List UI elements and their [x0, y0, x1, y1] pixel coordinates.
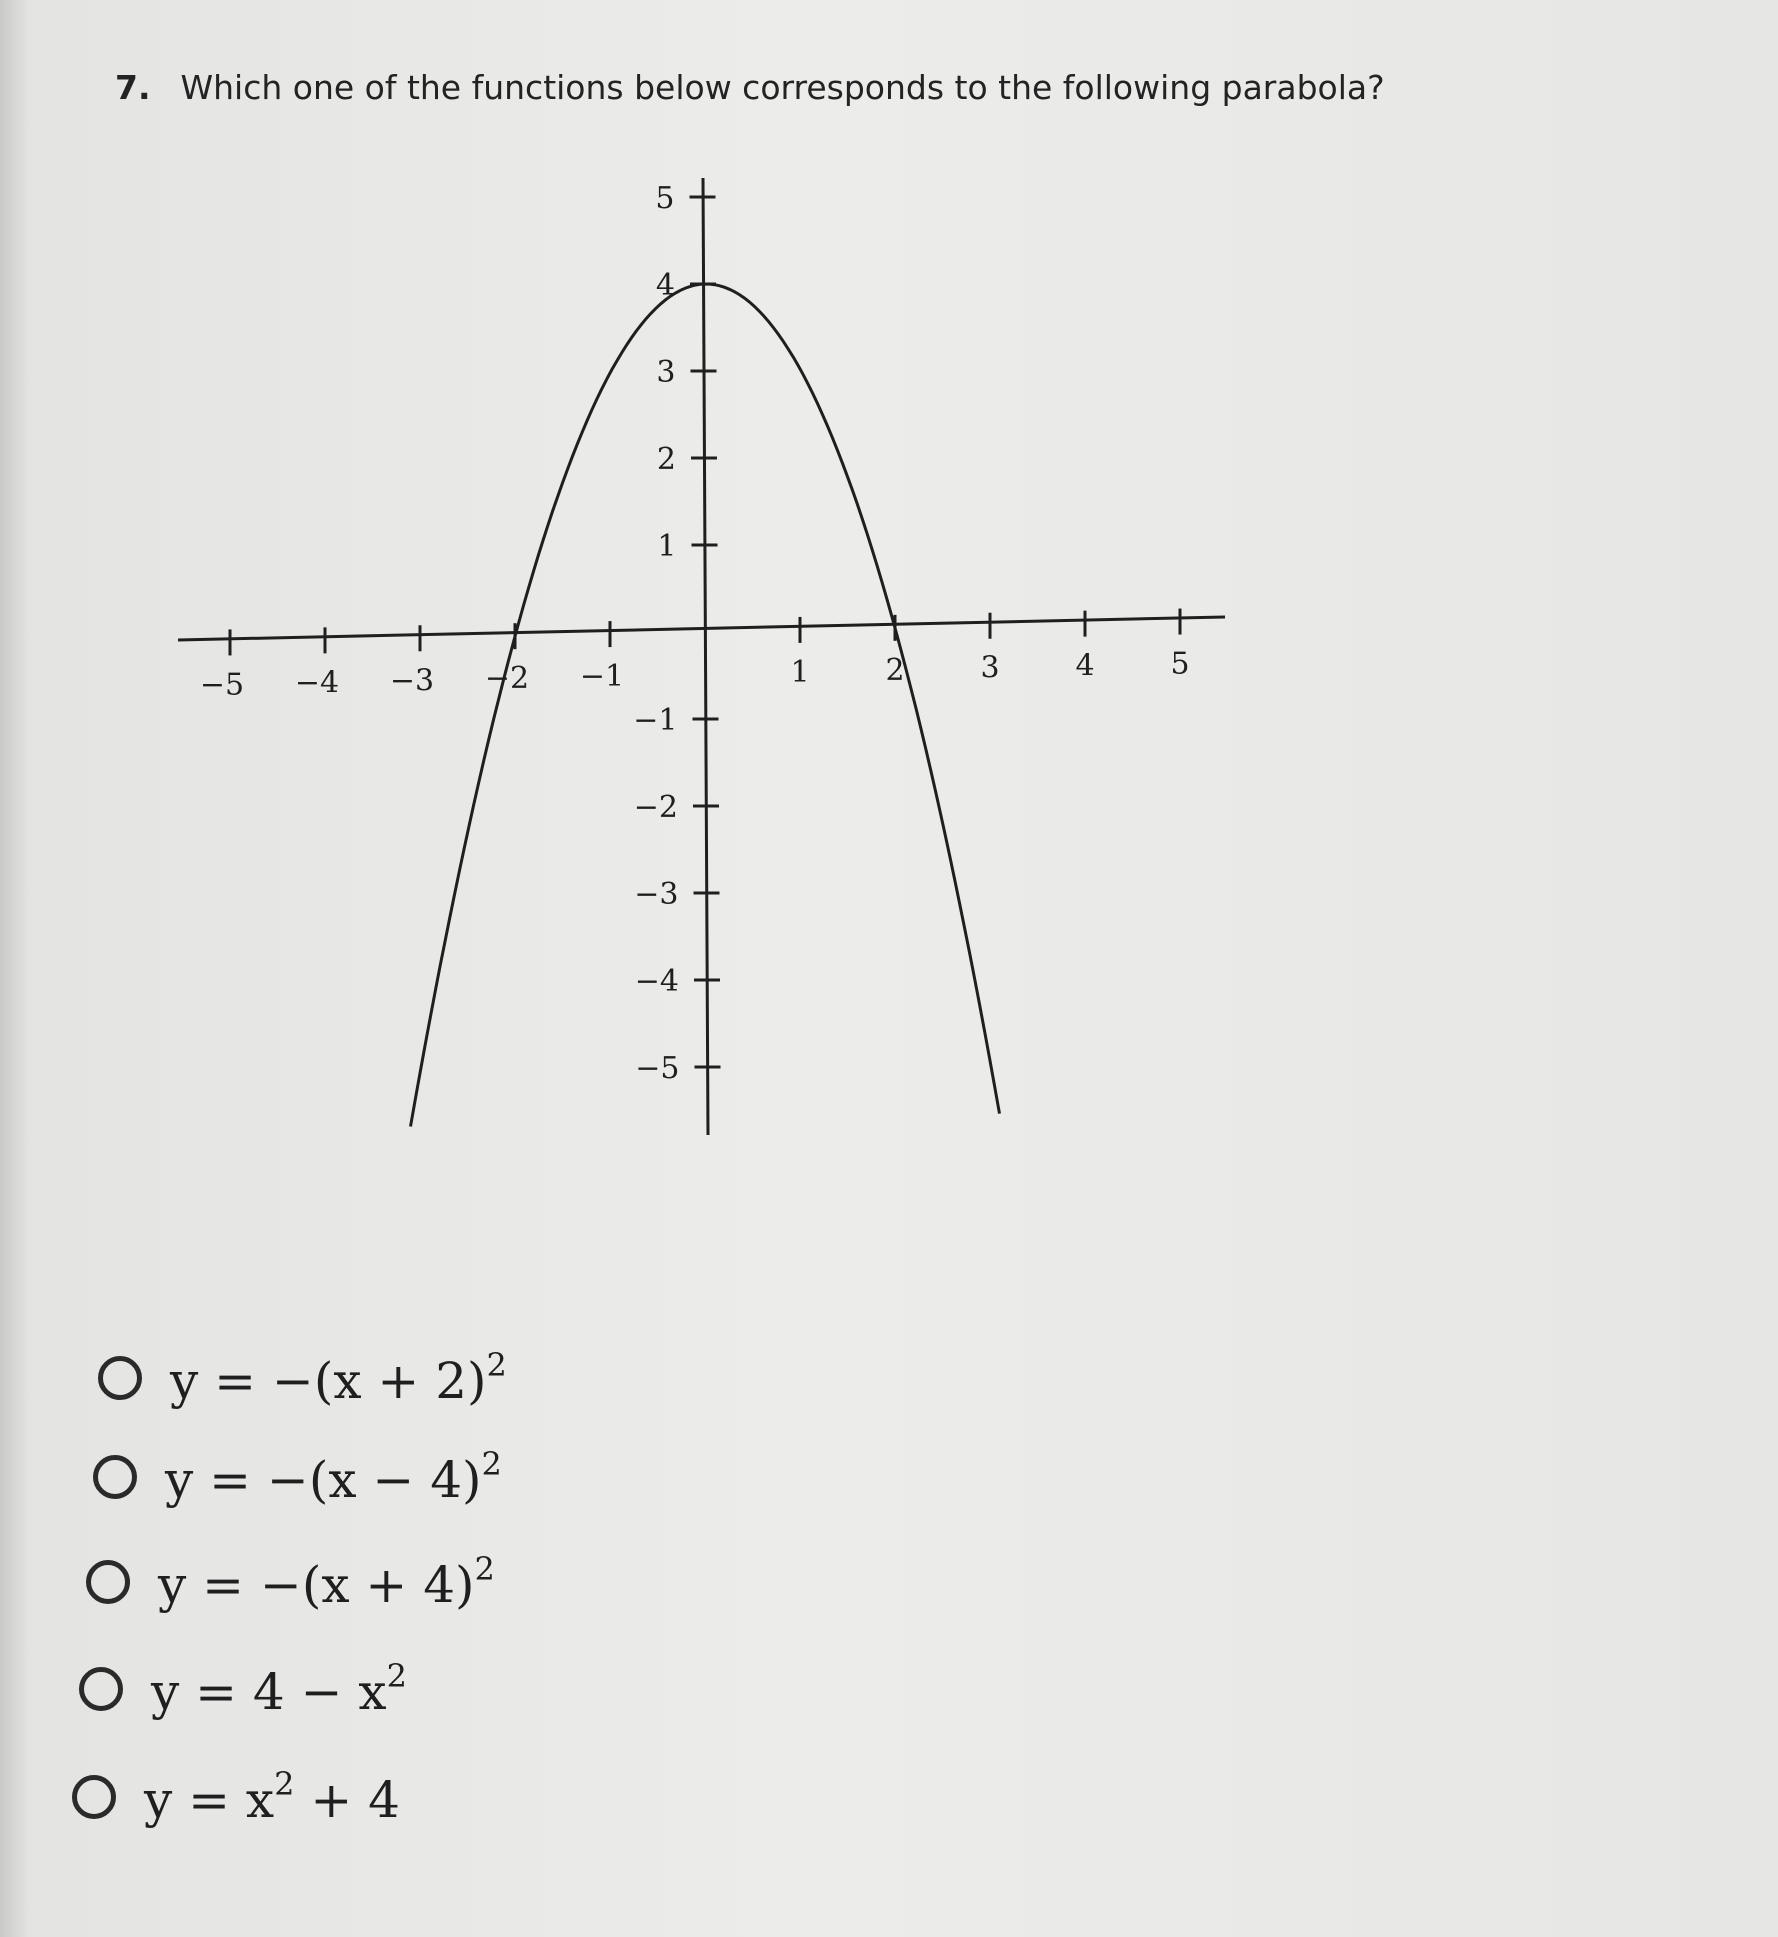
- choice-option-5[interactable]: [72, 1757, 400, 1837]
- choice-option-3[interactable]: [86, 1542, 495, 1622]
- radio-button-1[interactable]: [98, 1356, 142, 1400]
- choice-formula-1: $y = -(x + 2)^2$: [170, 1346, 507, 1410]
- radio-button-2[interactable]: [93, 1455, 137, 1499]
- x-tick-label: −4: [294, 665, 340, 701]
- radio-button-5[interactable]: [72, 1775, 116, 1819]
- radio-button-3[interactable]: [86, 1560, 130, 1604]
- y-tick-label: −3: [634, 877, 679, 912]
- y-tick-label: 3: [656, 355, 676, 390]
- radio-button-4[interactable]: [79, 1667, 123, 1711]
- choice-formula-2: $y = -(x - 4)^2$: [165, 1445, 502, 1509]
- choice-formula-5: $y = x^2 + 4$: [144, 1765, 400, 1829]
- x-tick-label: −1: [579, 659, 625, 695]
- choice-formula-3: $y = -(x + 4)^2$: [158, 1550, 495, 1614]
- x-tick-label: 1: [790, 654, 810, 690]
- choice-formula-4: $y = 4 - x^2$: [151, 1657, 407, 1721]
- x-tick-label: −2: [484, 661, 530, 697]
- y-tick-label: 1: [657, 529, 677, 564]
- x-axis: [178, 617, 1225, 640]
- y-tick-label: −5: [635, 1051, 680, 1086]
- y-tick-label: 5: [655, 181, 675, 216]
- y-tick-label: −1: [633, 703, 678, 738]
- x-tick-label: −5: [199, 667, 245, 703]
- y-axis: [703, 178, 708, 1135]
- choice-option-2[interactable]: [93, 1437, 502, 1517]
- question-prompt: Which one of the functions below corresponds to the following parabola?: [180, 68, 1385, 107]
- x-tick-label: −3: [389, 663, 435, 699]
- y-tick-label: 4: [655, 268, 675, 303]
- y-tick-label: −4: [634, 964, 679, 999]
- x-tick-label: 2: [885, 652, 905, 688]
- choice-option-1[interactable]: [98, 1338, 507, 1418]
- choice-option-4[interactable]: [79, 1649, 407, 1729]
- x-tick-label: 4: [1075, 648, 1095, 684]
- y-tick-label: −2: [633, 790, 678, 825]
- x-tick-label: 5: [1170, 646, 1190, 682]
- x-tick-label: 3: [980, 650, 1000, 686]
- y-tick-label: 2: [656, 442, 676, 477]
- question-number: 7.: [115, 68, 151, 107]
